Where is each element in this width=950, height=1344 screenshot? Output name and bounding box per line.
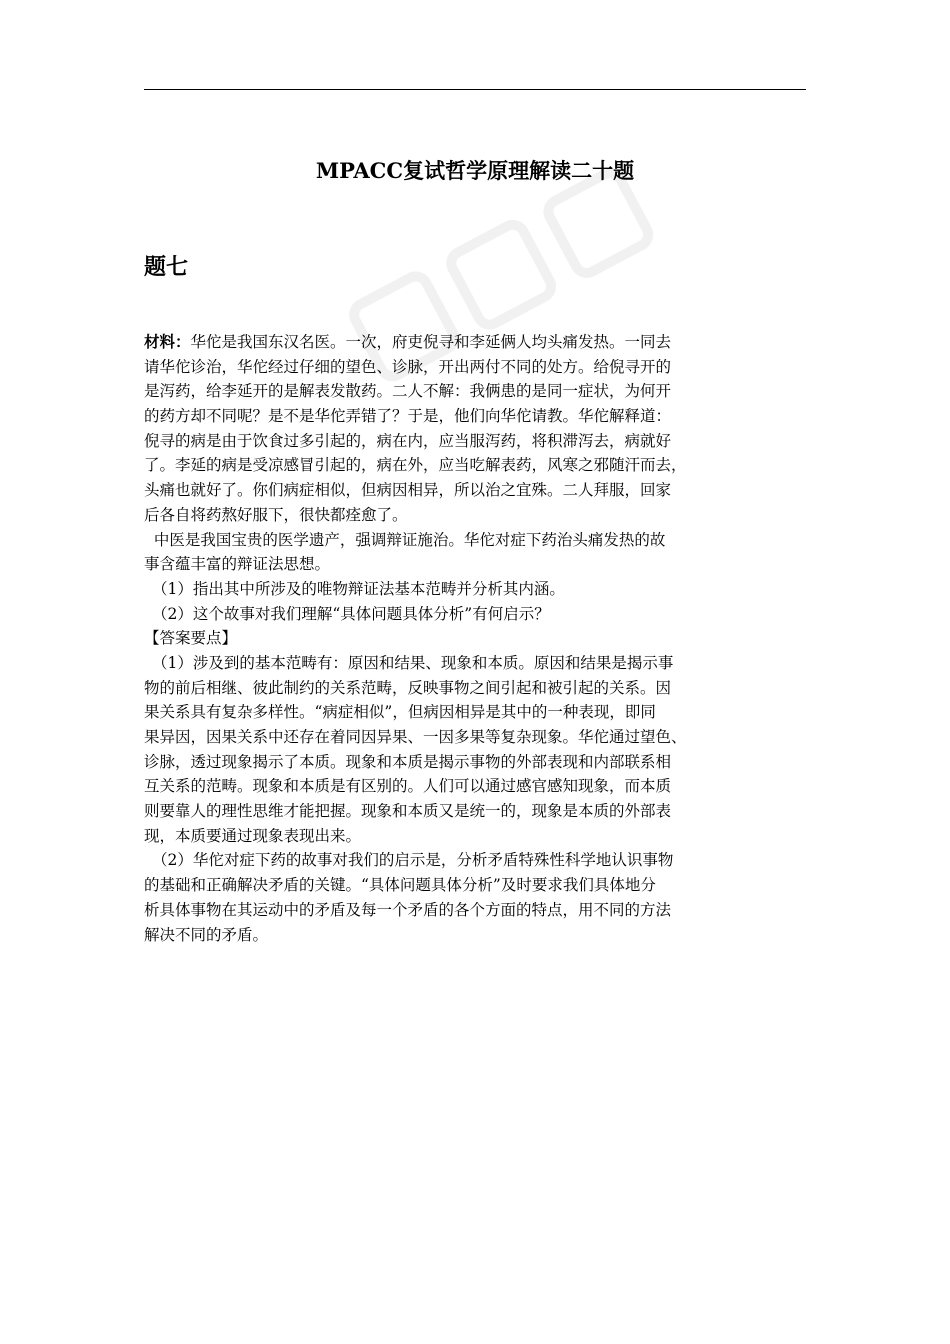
material-label: 材料：	[144, 332, 191, 351]
material-line: 是泻药，给李延开的是解表发散药。二人不解：我俩患的是同一症状，为何开	[144, 382, 672, 401]
material-line: 头痛也就好了。你们病症相似，但病因相异，所以治之宜殊。二人拜服，回家	[144, 481, 672, 500]
question-line: （1）指出其中所涉及的唯物辩证法基本范畴并分析其内涵。	[152, 579, 565, 598]
material-line: 的药方却不同呢？是不是华佗弄错了？于是，他们向华佗请教。华佗解释道：	[144, 407, 672, 426]
material-line: 了。李延的病是受凉感冒引起的，病在外，应当吃解表药，风寒之邪随汗而去，	[144, 456, 687, 475]
section-heading: 题七	[144, 254, 189, 280]
answer-line: 互关系的范畴。现象和本质是有区别的。人们可以通过感官感知现象，而本质	[144, 777, 672, 796]
material-line: 材料：华佗是我国东汉名医。一次，府吏倪寻和李延俩人均头痛发热。一同去	[144, 332, 672, 351]
material-line: 事含蕴丰富的辩证法思想。	[144, 555, 331, 574]
answer-line: 果关系具有复杂多样性。“病症相似”，但病因相异是其中的一种表现，即同	[144, 703, 656, 722]
document-body	[144, 330, 818, 947]
answer-line: 则要靠人的理性思维才能把握。现象和本质又是统一的，现象是本质的外部表	[144, 802, 672, 821]
material-line: 请华佗诊治，华佗经过仔细的望色、诊脉，开出两付不同的处方。给倪寻开的	[144, 357, 672, 376]
material-line: 中医是我国宝贵的医学遗产，强调辩证施治。华佗对症下药治头痛发热的故	[144, 530, 666, 549]
answer-line: 物的前后相继、彼此制约的关系范畴，反映事物之间引起和被引起的关系。因	[144, 678, 672, 697]
answer-heading: 【答案要点】	[144, 629, 238, 648]
answer-line: 果异因，因果关系中还存在着同因异果、一因多果等复杂现象。华佗通过望色、	[144, 728, 687, 746]
answer-line: （1）涉及到的基本范畴有：原因和结果、现象和本质。原因和结果是揭示事	[152, 653, 674, 672]
material-line: 倪寻的病是由于饮食过多引起的，病在内，应当服泻药，将积滞泻去，病就好	[144, 431, 672, 450]
document-title: MPACC复试哲学原理解读二十题	[315, 158, 635, 183]
header-rule	[144, 89, 806, 90]
answer-line: 的基础和正确解决矛盾的关键。“具体问题具体分析”及时要求我们具体地分	[144, 876, 656, 895]
answer-line: 析具体事物在其运动中的矛盾及每一个矛盾的各个方面的特点，用不同的方法	[144, 900, 672, 919]
answer-line: 诊脉，透过现象揭示了本质。现象和本质是揭示事物的外部表现和内部联系相	[144, 752, 672, 771]
answer-line: 现，本质要通过现象表现出来。	[144, 826, 362, 845]
question-line: （2）这个故事对我们理解“具体问题具体分析”有何启示？	[152, 604, 550, 623]
answer-line: 解决不同的矛盾。	[144, 925, 269, 944]
material-line: 后各自将药熬好服下，很快都痊愈了。	[144, 505, 408, 524]
answer-line: （2）华佗对症下药的故事对我们的启示是，分析矛盾特殊性科学地认识事物	[152, 851, 674, 870]
